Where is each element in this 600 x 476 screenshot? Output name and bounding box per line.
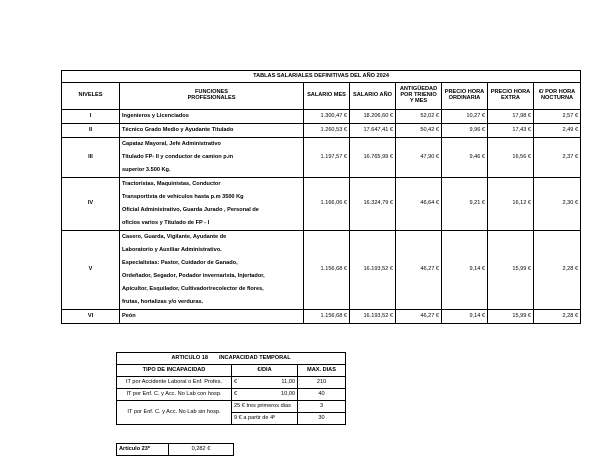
- incapacidad-type: IT por Enf. C. y Acc. No Lab con hosp.: [117, 389, 232, 401]
- hora-ordinaria-cell: 9,46 €: [442, 138, 488, 178]
- function-line: oficios varios y Titulado de FP - I: [122, 220, 210, 226]
- antiguedad-cell: 46,27 €: [396, 231, 442, 310]
- functions-cell: [120, 138, 304, 178]
- header-precio-hora-extra: PRECIO HORA EXTRA: [488, 83, 534, 110]
- function-line: Laboratorio y Auxiliar Administrativo.: [122, 247, 222, 253]
- nocturna-cell: 2,28 €: [534, 310, 581, 324]
- salary-row: [62, 231, 581, 310]
- nocturna-cell: 2,37 €: [534, 138, 581, 178]
- function-line: Capataz Mayoral, Jefe Administrativo: [122, 141, 221, 147]
- salary-row: [62, 124, 581, 138]
- salario-mes-cell: 1.300,47 €: [304, 110, 350, 124]
- function-line: Tractoristas, Maquinistas, Conductor: [122, 181, 221, 187]
- antiguedad-cell: 46,27 €: [396, 310, 442, 324]
- salario-mes-cell: 1.166,06 €: [304, 178, 350, 231]
- hora-extra-cell: 16,12 €: [488, 178, 534, 231]
- antiguedad-cell: 46,64 €: [396, 178, 442, 231]
- hora-extra-cell: 17,98 €: [488, 110, 534, 124]
- salary-row: [62, 178, 581, 231]
- function-line: Oficial Administrativo, Guarda Jurado , Personal de: [122, 207, 259, 213]
- functions-cell: [120, 110, 304, 124]
- incapacidad-title: INCAPACIDAD TEMPORAL: [218, 354, 291, 361]
- function-line: superior 3.500 Kg.: [122, 167, 171, 173]
- incapacidad-max-days: 40: [298, 389, 346, 401]
- articulo-23-table: [116, 443, 234, 456]
- incapacidad-amount: 9 € a partir de 4º: [232, 413, 298, 425]
- salary-row: [62, 310, 581, 324]
- incapacidad-title-cell: [117, 353, 346, 365]
- function-line: Casero, Guarda, Vigilante, Ayudante de: [122, 234, 227, 240]
- incapacidad-row: [117, 389, 346, 401]
- salario-ano-cell: 16.193,52 €: [350, 310, 396, 324]
- level-cell: II: [62, 124, 120, 138]
- incapacidad-table: [116, 352, 346, 425]
- level-cell: I: [62, 110, 120, 124]
- euro-symbol: €: [234, 390, 238, 397]
- function-line: Ingenieros y Licenciados: [122, 113, 189, 119]
- amount-value: 11,00: [281, 378, 295, 385]
- nocturna-cell: 2,57 €: [534, 110, 581, 124]
- header-salario-mes: SALARIO MES: [304, 83, 350, 110]
- articulo-18-label: ARTICULO 18: [171, 354, 209, 361]
- hora-ordinaria-cell: 9,21 €: [442, 178, 488, 231]
- nocturna-cell: 2,30 €: [534, 178, 581, 231]
- hora-extra-cell: 16,56 €: [488, 138, 534, 178]
- hora-extra-cell: 15,99 €: [488, 231, 534, 310]
- salario-ano-cell: 17.647,41 €: [350, 124, 396, 138]
- level-cell: V: [62, 231, 120, 310]
- header-tipo-incapacidad: TIPO DE INCAPACIDAD: [117, 365, 232, 377]
- salary-table-title: TABLAS SALARIALES DEFINITIVAS DEL AÑO 2024: [62, 71, 581, 83]
- function-line: frutas, hortalizas y/o verduras.: [122, 299, 204, 305]
- amount-value: 10,00: [281, 390, 295, 397]
- salario-mes-cell: 1.260,53 €: [304, 124, 350, 138]
- functions-cell: [120, 310, 304, 324]
- header-funciones-line1: FUNCIONES: [195, 89, 228, 96]
- functions-cell: [120, 231, 304, 310]
- salario-mes-cell: 1.197,57 €: [304, 138, 350, 178]
- function-line: Ordeñador, Segador, Podador invernarista, Injertador,: [122, 273, 265, 279]
- incapacidad-max-days: 210: [298, 377, 346, 389]
- function-line: Apicultor, Esquilador, Cultivador/recolector de flores,: [122, 286, 264, 292]
- function-line: Peón: [122, 313, 136, 319]
- antiguedad-cell: 50,42 €: [396, 124, 442, 138]
- incapacidad-max-days: 3: [298, 401, 346, 413]
- nocturna-cell: 2,49 €: [534, 124, 581, 138]
- function-line: Titulado FP- II y conductor de camion p.m: [122, 154, 234, 160]
- articulo-23-label: Artículo 23º: [117, 444, 169, 456]
- salario-ano-cell: 16.193,52 €: [350, 231, 396, 310]
- header-antiguedad: ANTIGÜEDAD POR TRIENIO Y MES: [396, 83, 442, 110]
- salario-ano-cell: 18.206,60 €: [350, 110, 396, 124]
- hora-ordinaria-cell: 9,14 €: [442, 310, 488, 324]
- salary-table-body: [62, 110, 581, 324]
- header-hora-nocturna: €/ POR HORA NOCTURNA: [534, 83, 581, 110]
- header-max-dias: MAX. DIAS: [298, 365, 346, 377]
- header-funciones: [120, 83, 304, 110]
- antiguedad-cell: 52,02 €: [396, 110, 442, 124]
- salary-row: [62, 110, 581, 124]
- level-cell: IV: [62, 178, 120, 231]
- incapacidad-row: [117, 401, 346, 413]
- functions-cell: [120, 178, 304, 231]
- incapacidad-amount: [232, 377, 298, 389]
- salario-mes-cell: 1.156,68 €: [304, 310, 350, 324]
- incapacidad-type: IT por Accidente Laboral o Enf. Profes.: [117, 377, 232, 389]
- header-precio-hora-ordinaria: PRECIO HORA ORDINARIA: [442, 83, 488, 110]
- incapacidad-type: IT por Enf. C. y Acc. No Lab sin hosp.: [117, 401, 232, 425]
- header-niveles: NIVELES: [62, 83, 120, 110]
- salary-row: [62, 138, 581, 178]
- incapacidad-amount: [232, 389, 298, 401]
- articulo-23-value: 0,282 €: [169, 444, 234, 456]
- salary-table: [61, 70, 581, 324]
- header-euro-dia: €/DIA: [232, 365, 298, 377]
- hora-ordinaria-cell: 10,27 €: [442, 110, 488, 124]
- functions-cell: [120, 124, 304, 138]
- level-cell: III: [62, 138, 120, 178]
- header-salario-ano: SALARIO AÑO: [350, 83, 396, 110]
- salario-mes-cell: 1.156,68 €: [304, 231, 350, 310]
- antiguedad-cell: 47,90 €: [396, 138, 442, 178]
- incapacidad-amount: 25 € tres primeros dias: [232, 401, 298, 413]
- header-funciones-line2: PROFESIONALES: [187, 95, 236, 101]
- nocturna-cell: 2,28 €: [534, 231, 581, 310]
- incapacidad-row: [117, 377, 346, 389]
- hora-ordinaria-cell: 9,14 €: [442, 231, 488, 310]
- hora-extra-cell: 15,99 €: [488, 310, 534, 324]
- salario-ano-cell: 16.765,99 €: [350, 138, 396, 178]
- level-cell: VI: [62, 310, 120, 324]
- euro-symbol: €: [234, 378, 238, 385]
- function-line: Técnico Grado Medio y Ayudante Titulado: [122, 127, 234, 133]
- salario-ano-cell: 16.324,79 €: [350, 178, 396, 231]
- function-line: Especialistas: Pastor, Cuidador de Ganado,: [122, 260, 238, 266]
- function-line: Transportista de vehículos hasta p.m 3500 Kg: [122, 194, 244, 200]
- incapacidad-max-days: 30: [298, 413, 346, 425]
- hora-ordinaria-cell: 9,96 €: [442, 124, 488, 138]
- hora-extra-cell: 17,43 €: [488, 124, 534, 138]
